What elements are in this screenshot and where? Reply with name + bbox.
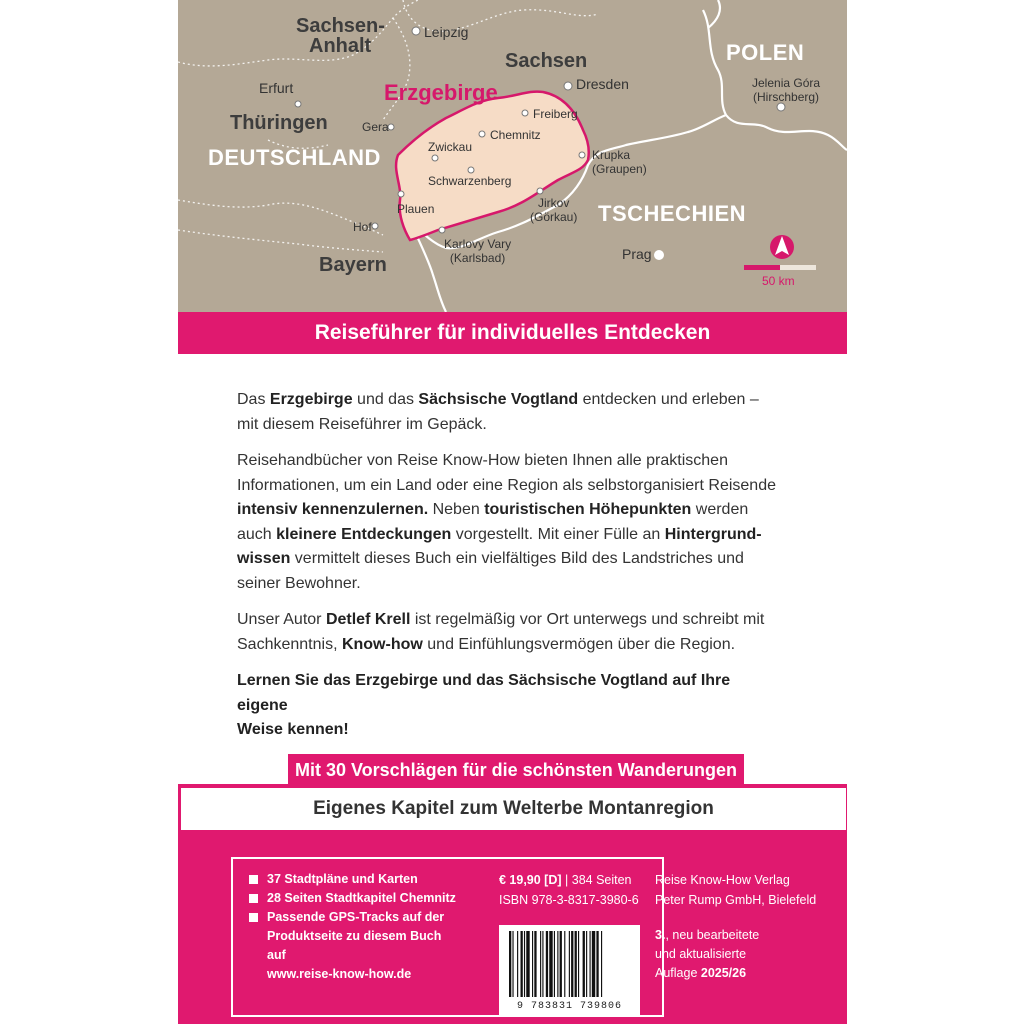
barcode-bar	[586, 931, 587, 997]
isbn-barcode	[499, 925, 640, 1015]
label-thueringen: Thüringen	[230, 112, 328, 134]
tagline-welterbe: Eigenes Kapitel zum Welterbe Montanregion	[181, 788, 846, 830]
label-leipzig: Leipzig	[424, 24, 469, 40]
barcode-bar	[557, 931, 558, 997]
barcode-bar	[542, 931, 543, 997]
paragraph-4: Lernen Sie das Erzgebirge und das Sächsische Vogtland auf Ihre eigene Weise kennen!	[237, 672, 731, 738]
label-sachsen-anhalt: Sachsen- Anhalt	[296, 15, 385, 57]
label-plauen: Plauen	[397, 202, 435, 216]
barcode-bars	[509, 931, 630, 997]
barcode-bar	[578, 931, 579, 997]
barcode-bar	[592, 931, 595, 997]
label-tschechien: TSCHECHIEN	[598, 201, 747, 226]
tagline-wanderungen: Mit 30 Vorschlägen für die schönsten Wanderungen	[288, 754, 744, 786]
website-link[interactable]: www.reise-know-how.de	[267, 967, 412, 981]
description-text	[237, 388, 782, 755]
barcode-bar	[583, 931, 585, 997]
region-map	[178, 0, 847, 312]
barcode-bar	[534, 931, 536, 997]
barcode-bar	[540, 931, 541, 997]
barcode-bar	[517, 931, 518, 997]
barcode-bar	[554, 931, 555, 997]
barcode-bar	[512, 931, 513, 997]
bullet-square-icon	[249, 913, 258, 922]
label-sachsen: Sachsen	[505, 50, 588, 72]
label-erzgebirge: Erzgebirge	[384, 80, 498, 105]
barcode-bar	[601, 931, 602, 997]
isbn: ISBN 978-3-8317-3980-6	[499, 893, 639, 907]
label-deutschland: DEUTSCHLAND	[208, 145, 381, 170]
barcode-bar	[526, 931, 529, 997]
barcode-number: 9 783831 739806	[516, 1001, 622, 1012]
label-erfurt: Erfurt	[259, 80, 294, 96]
features-list	[249, 870, 459, 984]
feature-item: Passende GPS-Tracks auf der Produktseite zu diesem Buch auf www.reise-know-how.de	[249, 908, 459, 984]
bullet-square-icon	[249, 875, 258, 884]
label-dresden: Dresden	[576, 76, 629, 92]
barcode-bar	[521, 931, 523, 997]
label-zwickau: Zwickau	[428, 140, 473, 154]
barcode-bar	[571, 931, 573, 997]
price: € 19,90 [D]	[499, 873, 562, 887]
paragraph-2: Reisehandbücher von Reise Know-How bieten Ihnen alle praktischen Informationen, um ein Land oder eine Region als selbstorganisiert Reisende intensiv kennenzulernen. Neben touristischen Höhepunkten werden auch kleinere Entdeckungen vorgestellt. Mit einer Fülle an Hintergrund- wissen vermittelt dieses Buch ein vielfältiges Bild des Landstriches und seiner Bewohner.	[237, 452, 776, 592]
page-count: | 384 Seiten	[565, 873, 632, 887]
barcode-bar	[569, 931, 570, 997]
label-chemnitz: Chemnitz	[490, 128, 541, 142]
label-gera: Gera	[362, 120, 389, 134]
bullet-square-icon	[249, 894, 258, 903]
label-jirkov: Jirkov (Görkau)	[530, 196, 578, 224]
label-bayern: Bayern	[319, 254, 387, 276]
label-prag: Prag	[622, 246, 652, 262]
book-back-cover	[178, 0, 847, 1024]
barcode-bar	[590, 931, 591, 997]
label-karlovy-vary: Karlovy Vary (Karlsbad)	[444, 237, 512, 265]
label-hof: Hof	[353, 220, 372, 234]
barcode-bar	[524, 931, 525, 997]
barcode-bar	[564, 931, 565, 997]
label-krupka: Krupka (Graupen)	[592, 148, 647, 176]
barcode-bar	[546, 931, 548, 997]
top-banner: Reiseführer für individuelles Entdecken	[178, 312, 847, 354]
feature-item: 28 Seiten Stadtkapitel Chemnitz	[249, 889, 459, 908]
price-info	[499, 870, 639, 910]
label-schwarzenberg: Schwarzenberg	[428, 174, 512, 188]
barcode-bar	[509, 931, 511, 997]
label-jelenia-gora: Jelenia Góra (Hirschberg)	[752, 76, 821, 104]
barcode-bar	[575, 931, 577, 997]
label-polen: POLEN	[726, 40, 805, 65]
barcode-bar	[549, 931, 552, 997]
barcode-bar	[560, 931, 562, 997]
edition-info: 3., neu bearbeitete und aktualisierte Auflage 2025/26	[655, 928, 760, 980]
barcode-bar	[596, 931, 598, 997]
feature-item: 37 Stadtpläne und Karten	[249, 870, 459, 889]
publisher-info: Reise Know-How Verlag Peter Rump GmbH, Bielefeld	[655, 873, 817, 907]
label-freiberg: Freiberg	[533, 107, 578, 121]
paragraph-1: Das Erzgebirge und das Sächsische Vogtland entdecken und erleben – mit diesem Reiseführer im Gepäck.	[237, 391, 759, 433]
barcode-bar	[532, 931, 533, 997]
paragraph-3: Unser Autor Detlef Krell ist regelmäßig vor Ort unterwegs und schreibt mit Sachkenntnis, Know-how und Einfühlungsvermögen über die Region.	[237, 611, 765, 653]
scale-label: 50 km	[762, 274, 795, 288]
